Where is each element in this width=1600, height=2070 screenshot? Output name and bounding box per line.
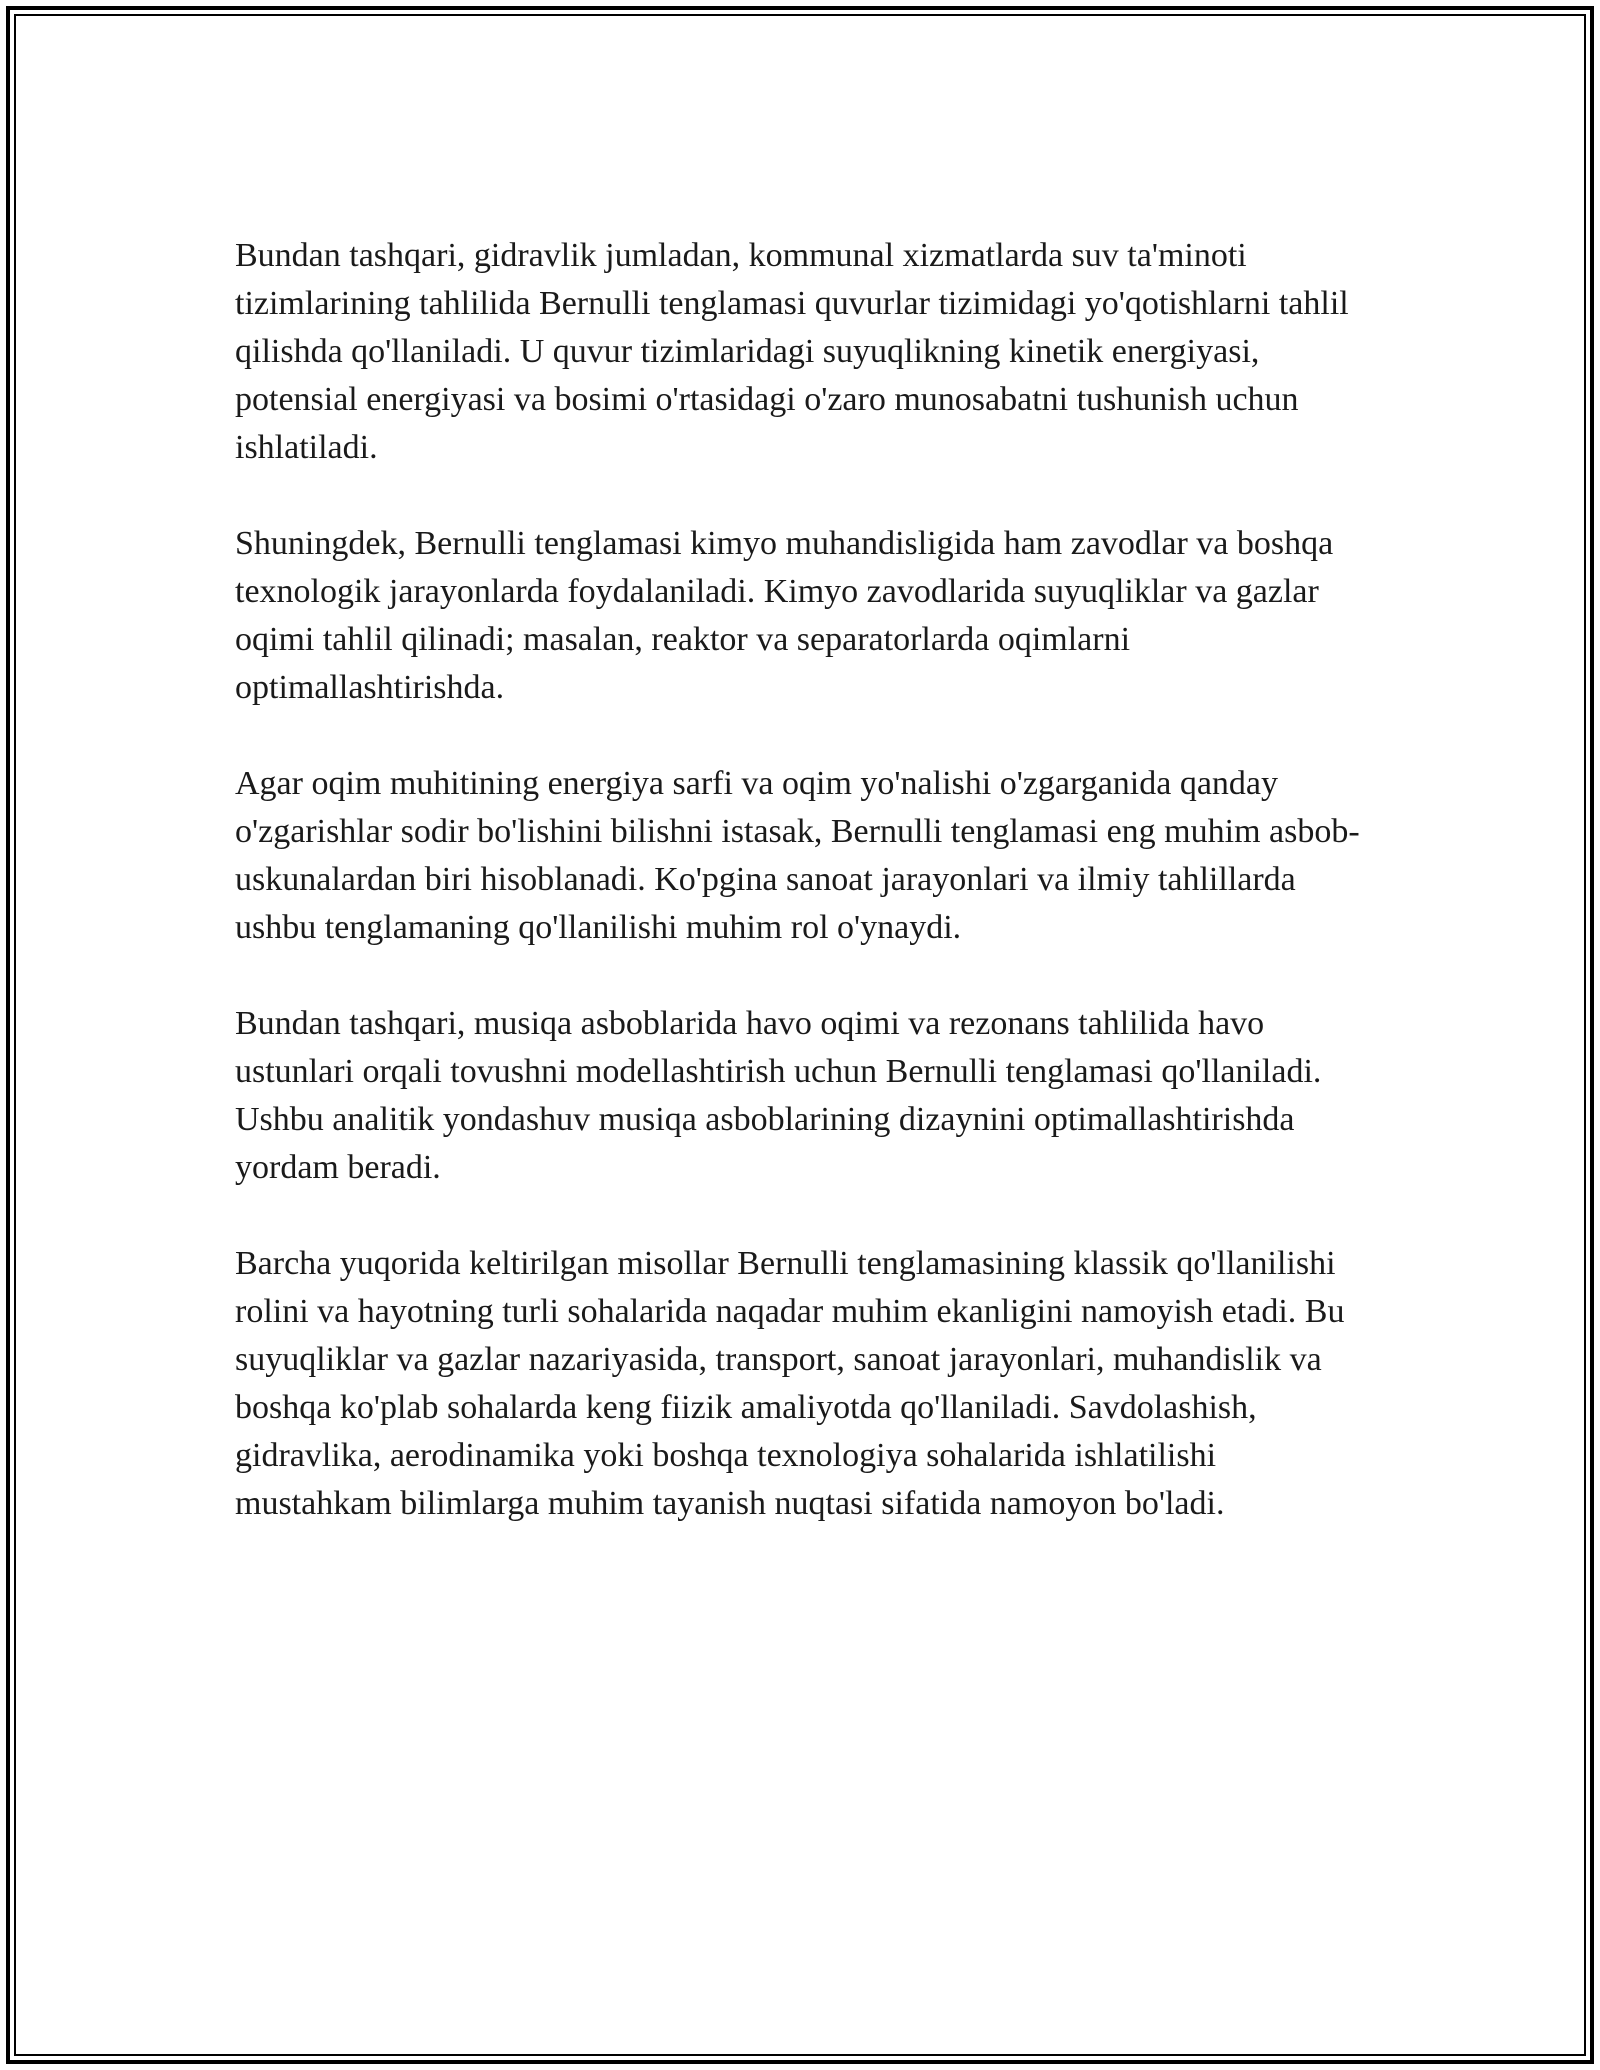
document-body bbox=[235, 232, 1375, 1576]
paragraph: Shuningdek, Bernulli tenglamasi kimyo muhandisligida ham zavodlar va boshqa texnologik jarayonlarda foydalaniladi. Kimyo zavodlarida suyuqliklar va gazlar oqimi tahlil qilinadi; masalan, reaktor va separatorlarda oqimlarni optimallashtirishda. bbox=[235, 525, 1334, 706]
paragraph: Agar oqim muhitining energiya sarfi va oqim yo'nalishi o'zgarganida qanday o'zgarishlar sodir bo'lishini bilishni istasak, Bernulli tenglamasi eng muhim asbob-uskunalardan biri hisoblanadi. Ko'pgina sanoat jarayonlari va ilmiy tahlillarda ushbu tenglamaning qo'llanilishi muhim rol o'ynaydi. bbox=[235, 765, 1360, 946]
paragraph: Barcha yuqorida keltirilgan misollar Bernulli tenglamasining klassik qo'llanilishi rolini va hayotning turli sohalarida naqadar muhim ekanligini namoyish etadi. Bu suyuqliklar va gazlar nazariyasida, transport, sanoat jarayonlari, muhandislik va boshqa ko'plab sohalarda keng fiizik amaliyotda qo'llaniladi. Savdolashish, gidravlika, aerodinamika yoki boshqa texnologiya sohalarida ishlatilishi mustahkam bilimlarga muhim tayanish nuqtasi sifatida namoyon bo'ladi. bbox=[235, 1245, 1345, 1522]
paragraph: Bundan tashqari, musiqa asboblarida havo oqimi va rezonans tahlilida havo ustunlari orqali tovushni modellashtirish uchun Bernulli tenglamasi qo'llaniladi. Ushbu analitik yondashuv musiqa asboblarining dizaynini optimallashtirishda yordam beradi. bbox=[235, 1005, 1322, 1186]
paragraph: Bundan tashqari, gidravlik jumladan, kommunal xizmatlarda suv ta'minoti tizimlarining tahlilida Bernulli tenglamasi quvurlar tizimidagi yo'qotishlarni tahlil qilishda qo'llaniladi. U quvur tizimlaridagi suyuqlikning kinetik energiyasi, potensial energiyasi va bosimi o'rtasidagi o'zaro munosabatni tushunish uchun ishlatiladi. bbox=[235, 237, 1349, 466]
